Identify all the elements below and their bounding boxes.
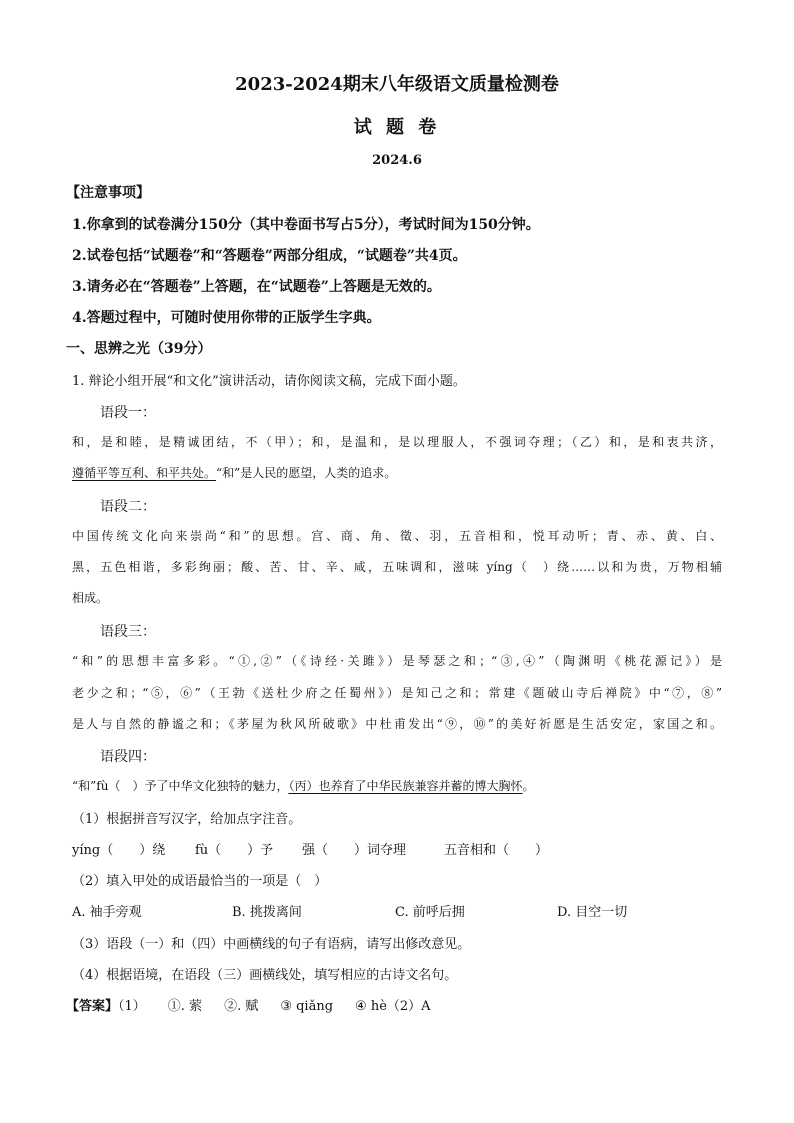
sub1-blank: 强（ ）词夺理	[302, 843, 407, 858]
sub-question: （1）根据拼音写汉字，给加点字注音。	[72, 812, 302, 827]
para-label: 语段三：	[100, 624, 156, 640]
answer-part: ①. 萦	[167, 999, 203, 1014]
notice-item: 2.试卷包括“试题卷”和“答题卷”两部分组成，“试题卷”共4页。	[72, 248, 467, 264]
page-subtitle: 试 题 卷	[353, 117, 441, 138]
notice-heading: 【注意事项】	[66, 185, 150, 201]
notice-item: 3.请务必在“答题卷”上答题，在“试题卷”上答题是无效的。	[72, 279, 441, 295]
answer-part: ④ hè（2）A	[355, 999, 431, 1014]
para2-line: 相成。	[72, 591, 109, 605]
para-label: 语段四：	[100, 749, 156, 765]
answer-part: ③ qiǎng	[280, 999, 334, 1014]
question-intro: 1. 辩论小组开展“和文化”演讲活动，请你阅读文稿，完成下面小题。	[72, 374, 466, 389]
para4-text: 。	[522, 779, 535, 793]
answer-part: ②. 赋	[224, 999, 259, 1014]
answer-part: （1）	[118, 999, 146, 1014]
option-d: D. 目空一切	[557, 905, 628, 920]
notice-item: 1.你拿到的试卷满分150分（其中卷面书写占5分），考试时间为150分钟。	[72, 217, 540, 233]
sub1-blank: yíng（ ）绕	[72, 843, 166, 858]
answer-label: 【答案】	[66, 999, 119, 1014]
notice-item: 4.答题过程中，可随时使用你带的正版学生字典。	[72, 310, 381, 326]
exam-date: 2024.6	[372, 153, 422, 168]
para3-line: “和”的思想丰富多彩。“①,②”（《诗经·关雎》）是琴瑟之和；“③,④”（陶渊明《桃花源记》）是	[72, 654, 722, 668]
sub-question: （2）填入甲处的成语最恰当的一项是（ ）	[72, 874, 328, 889]
para2-line: 黑，五色相谐，多彩绚丽；酸、苦、甘、辛、咸，五味调和，滋味 yíng（ ）绕……以和为贵，万物相辅	[72, 560, 722, 574]
para3-line: 老少之和；“⑤，⑥”（王勃《送杜少府之任蜀州》）是知己之和；常建《题破山寺后禅院》中“⑦，⑧”	[72, 686, 722, 700]
para1-text: “和”是人民的愿望，人类的追求。	[216, 466, 397, 480]
underlined-sentence: （丙）也养育了中华民族兼容并蓄的博大胸怀	[288, 779, 523, 793]
underlined-sentence: 遵循平等互利、和平共处。	[72, 466, 217, 480]
para1-line	[72, 464, 396, 481]
para-label: 语段二：	[100, 499, 156, 515]
section-heading: 一、思辨之光（39分）	[66, 341, 212, 357]
page-title: 2023-2024期末八年级语文质量检测卷	[235, 74, 559, 95]
option-b: B. 挑拨离间	[232, 905, 302, 920]
sub-question: （3）语段（一）和（四）中画横线的句子有语病，请写出修改意见。	[72, 937, 471, 952]
para3-line: 是人与自然的静谧之和；《茅屋为秋风所破歌》中杜甫发出“⑨，⑩”的美好祈愿是生活安定，家国之和。	[72, 717, 722, 731]
sub1-blank: 五音相和（ ）	[444, 843, 549, 858]
option-c: C. 前呼后拥	[395, 905, 465, 920]
para4-line	[72, 777, 534, 794]
para-label: 语段一：	[100, 405, 156, 421]
sub1-blank: fù（ ）予	[195, 843, 274, 858]
sub-question: （4）根据语境，在语段（三）画横线处，填写相应的古诗文名句。	[72, 968, 458, 983]
option-a: A. 袖手旁观	[72, 905, 142, 920]
answer-line	[66, 995, 431, 1014]
para4-text: “和”fù（ ）予了中华文化独特的魅力，	[72, 779, 289, 793]
para2-line: 中国传统文化向来崇尚“和”的思想。宫、商、角、徵、羽，五音相和，悦耳动听；青、赤、黄、白、	[72, 529, 722, 543]
para1-line: 和，是和睦，是精诚团结，不（甲）；和，是温和，是以理服人，不强词夺理；（乙）和，是和衷共济，	[72, 435, 722, 449]
